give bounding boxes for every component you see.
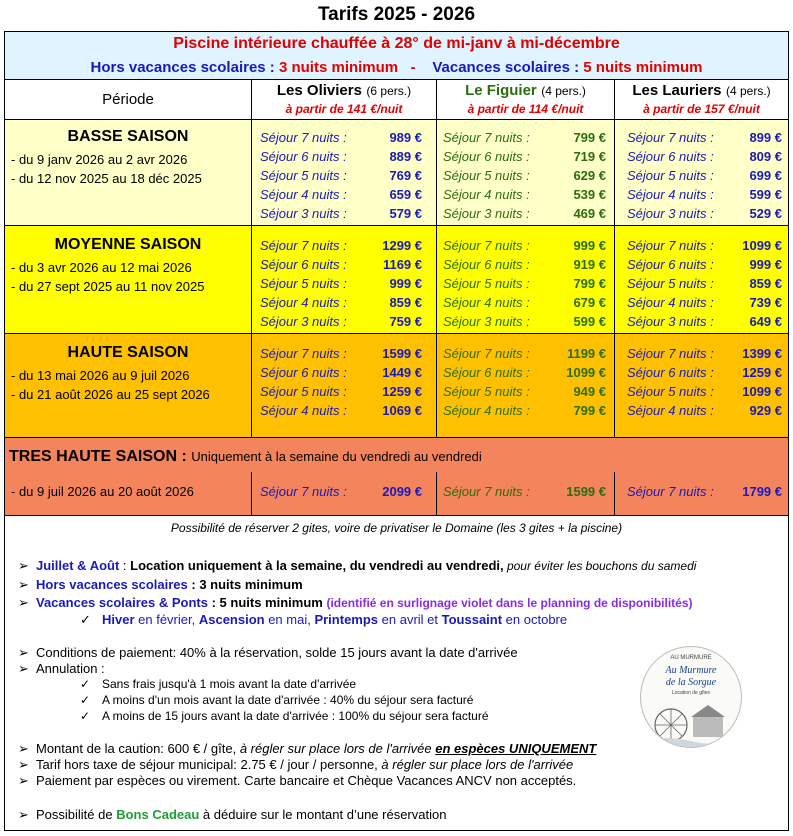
price-label: Séjour 5 nuits : [260, 384, 347, 399]
price-label: Séjour 7 nuits : [260, 130, 347, 145]
juillet-sep: : [119, 558, 131, 573]
haute-lauriers [615, 334, 788, 437]
price-value: 1099 € [742, 238, 782, 253]
logo-sub: Location de gîtes [671, 690, 711, 696]
price-value: 679 € [573, 295, 606, 310]
annulation-text: Annulation : [36, 661, 105, 676]
basse-oliviers [252, 120, 437, 225]
banner [5, 32, 788, 80]
price-value: 1599 € [566, 484, 606, 499]
price-label: Séjour 7 nuits : [443, 130, 530, 145]
gite-pers-figuier: (4 pers.) [541, 84, 586, 98]
price-label: Séjour 5 nuits : [627, 276, 714, 291]
price-value: 999 € [389, 276, 422, 291]
price-label: Séjour 7 nuits : [260, 484, 347, 499]
price-value: 769 € [389, 168, 422, 183]
bons-post: à déduire sur le montant d’une réservation [199, 807, 447, 822]
arrow-icon: ➢ [18, 773, 29, 788]
price-value: 1259 € [382, 384, 422, 399]
season-tres-haute-title: TRES HAUTE SAISON [9, 448, 178, 465]
arrow-icon: ➢ [18, 807, 29, 822]
season-basse-title: BASSE SAISON [67, 128, 189, 145]
price-value: 759 € [389, 314, 422, 329]
basse-figuier [437, 120, 615, 225]
price-label: Séjour 4 nuits : [627, 187, 714, 202]
period-printemps: Printemps [314, 612, 379, 627]
price-label: Séjour 4 nuits : [443, 187, 530, 202]
rules-vac-value: 5 nuits minimum [583, 59, 703, 76]
price-label: Séjour 5 nuits : [260, 276, 347, 291]
price-label: Séjour 4 nuits : [260, 187, 347, 202]
price-label: Séjour 4 nuits : [260, 403, 347, 418]
bullet-caution [18, 741, 596, 757]
price-label: Séjour 7 nuits : [443, 238, 530, 253]
vac-label: Vacances scolaires & Ponts [36, 595, 208, 610]
price-value: 809 € [749, 149, 782, 164]
price-label: Séjour 3 nuits : [443, 314, 530, 329]
price-label: Séjour 5 nuits : [260, 168, 347, 183]
price-value: 1069 € [382, 403, 422, 418]
watermill-icon [641, 697, 741, 747]
price-label: Séjour 6 nuits : [627, 257, 714, 272]
arrow-icon: ➢ [18, 595, 29, 610]
price-label: Séjour 6 nuits : [443, 149, 530, 164]
tres-haute-lauriers [615, 472, 788, 516]
price-label: Séjour 3 nuits : [443, 206, 530, 221]
price-value: 1299 € [382, 238, 422, 253]
price-value: 919 € [573, 257, 606, 272]
price-label: Séjour 6 nuits : [443, 257, 530, 272]
header-oliviers [252, 80, 437, 120]
season-moyenne-info [5, 226, 252, 333]
arrow-icon: ➢ [18, 741, 29, 756]
header-figuier [437, 80, 615, 120]
header-lauriers [615, 80, 788, 120]
juillet-label: Juillet & Août [36, 558, 120, 573]
bullet-periods [80, 612, 567, 628]
vac-text: : 5 nuits minimum [207, 595, 327, 610]
price-value: 1599 € [382, 346, 422, 361]
haute-figuier [437, 334, 615, 437]
header-periode-label: Période [102, 91, 154, 108]
price-label: Séjour 5 nuits : [627, 168, 714, 183]
price-value: 629 € [573, 168, 606, 183]
caution-text: Montant de la caution: 600 € / gîte, [36, 741, 240, 756]
price-value: 739 € [749, 295, 782, 310]
price-value: 579 € [389, 206, 422, 221]
price-label: Séjour 7 nuits : [260, 346, 347, 361]
price-value: 1099 € [566, 365, 606, 380]
price-label: Séjour 6 nuits : [627, 149, 714, 164]
period-hiver-text: en février, [134, 612, 199, 627]
bullet-bons [18, 807, 446, 823]
rules-sep: - [410, 59, 416, 76]
price-label: Séjour 7 nuits : [627, 484, 714, 499]
price-value: 1169 € [382, 257, 422, 272]
season-basse-date1: - du 9 janv 2026 au 2 avr 2026 [11, 152, 188, 167]
hors-label: Hors vacances scolaires [36, 577, 188, 592]
price-value: 659 € [389, 187, 422, 202]
price-label: Séjour 5 nuits : [443, 276, 530, 291]
caution-italic: à régler sur place lors de l'arrivée [239, 741, 436, 756]
check-icon: ✓ [80, 612, 91, 627]
gite-from-figuier: à partir de 114 €/nuit [467, 102, 584, 116]
bullet-annul-2 [80, 693, 473, 707]
bullet-annulation [18, 661, 105, 677]
hors-text: : 3 nuits minimum [187, 577, 303, 592]
paiement-text: Paiement par espèces ou virement. Carte bancaire et Chèque Vacances ANCV non acceptés. [36, 773, 577, 788]
possibilite-note: Possibilité de réserver 2 gites, voire de privatiser le Domaine (les 3 gites + la piscine) [170, 521, 623, 535]
season-tres-haute-note: Uniquement à la semaine du vendredi au vendredi [191, 449, 482, 464]
gite-name-lauriers: Les Lauriers [632, 82, 722, 99]
period-hiver: Hiver [102, 612, 135, 627]
price-value: 649 € [749, 314, 782, 329]
price-value: 989 € [389, 130, 422, 145]
bullet-hors [18, 577, 303, 593]
juillet-text: Location uniquement à la semaine, du vendredi au vendredi, [130, 558, 504, 573]
season-tres-haute-info [5, 472, 252, 516]
logo [640, 646, 742, 748]
annul-3-text: A moins de 15 jours avant la date d'arrivée : 100% du séjour sera facturé [102, 709, 489, 723]
price-label: Séjour 7 nuits : [627, 238, 714, 253]
season-tres-haute-header [9, 448, 482, 466]
gite-from-oliviers: à partir de 141 €/nuit [285, 102, 403, 116]
price-label: Séjour 4 nuits : [443, 295, 530, 310]
basse-lauriers [615, 120, 788, 225]
gite-pers-oliviers: (6 pers.) [366, 84, 412, 98]
tres-haute-oliviers [252, 472, 437, 516]
gite-pers-lauriers: (4 pers.) [725, 84, 771, 98]
period-ascension: Ascension [198, 612, 265, 627]
price-label: Séjour 7 nuits : [260, 238, 347, 253]
period-toussaint: Toussaint [441, 612, 503, 627]
price-label: Séjour 3 nuits : [627, 206, 714, 221]
gite-from-lauriers: à partir de 157 €/nuit [643, 102, 760, 116]
price-label: Séjour 6 nuits : [627, 365, 714, 380]
page-title: Tarifs 2025 - 2026 [317, 4, 476, 25]
header-periode [5, 80, 252, 120]
price-value: 1799 € [742, 484, 782, 499]
price-label: Séjour 7 nuits : [443, 346, 530, 361]
price-label: Séjour 4 nuits : [627, 403, 714, 418]
price-label: Séjour 7 nuits : [627, 346, 714, 361]
price-value: 719 € [573, 149, 606, 164]
price-value: 2099 € [382, 484, 422, 499]
season-haute-date2: - du 21 août 2026 au 25 sept 2026 [11, 387, 210, 402]
price-value: 799 € [573, 403, 606, 418]
bullet-paiement [18, 773, 576, 789]
bullet-conditions [18, 645, 518, 661]
caution-emphasis: en espèces UNIQUEMENT [435, 741, 597, 756]
price-label: Séjour 7 nuits : [627, 130, 714, 145]
bullet-annul-3 [80, 709, 489, 723]
season-moyenne-date2: - du 27 sept 2025 au 11 nov 2025 [11, 279, 205, 294]
price-label: Séjour 5 nuits : [443, 384, 530, 399]
season-haute-date1: - du 13 mai 2026 au 9 juil 2026 [11, 368, 190, 383]
bullet-taxe [18, 757, 573, 773]
price-value: 469 € [573, 206, 606, 221]
season-tres-haute-colon: : [177, 448, 187, 465]
price-value: 1199 € [566, 346, 606, 361]
season-haute-title: HAUTE SAISON [67, 344, 189, 361]
price-value: 1259 € [742, 365, 782, 380]
price-value: 949 € [573, 384, 606, 399]
price-value: 1399 € [742, 346, 782, 361]
price-value: 1099 € [742, 384, 782, 399]
taxe-italic: à régler sur place lors de l'arrivée [381, 757, 574, 772]
period-printemps-text: en avril et [378, 612, 442, 627]
price-value: 799 € [573, 130, 606, 145]
price-value: 599 € [573, 314, 606, 329]
price-label: Séjour 4 nuits : [443, 403, 530, 418]
check-icon: ✓ [80, 709, 91, 723]
gite-name-figuier: Le Figuier [465, 82, 537, 99]
check-icon: ✓ [80, 677, 91, 691]
price-label: Séjour 3 nuits : [627, 314, 714, 329]
bons-cadeau: Bons Cadeau [116, 807, 200, 822]
moyenne-figuier [437, 226, 615, 333]
price-value: 899 € [749, 130, 782, 145]
price-value: 999 € [749, 257, 782, 272]
moyenne-oliviers [252, 226, 437, 333]
banner-title: Piscine intérieure chauffée à 28° de mi-janv à mi-décembre [173, 35, 620, 52]
logo-top: AU MURMURE [670, 655, 712, 661]
price-value: 929 € [749, 403, 782, 418]
price-value: 859 € [389, 295, 422, 310]
vac-note: (identifié en surlignage violet dans le planning de disponibilités) [326, 596, 693, 610]
arrow-icon: ➢ [18, 661, 29, 676]
season-haute-info [5, 334, 252, 437]
price-label: Séjour 4 nuits : [260, 295, 347, 310]
period-ascension-text: en mai, [264, 612, 315, 627]
season-basse-date2: - du 12 nov 2025 au 18 déc 2025 [11, 171, 202, 186]
arrow-icon: ➢ [18, 757, 29, 772]
season-tres-haute-date1: - du 9 juil 2026 au 20 août 2026 [11, 484, 194, 499]
price-label: Séjour 6 nuits : [443, 365, 530, 380]
price-value: 999 € [573, 238, 606, 253]
tres-haute-figuier [437, 472, 615, 516]
season-moyenne-title: MOYENNE SAISON [54, 236, 202, 253]
price-label: Séjour 5 nuits : [627, 384, 714, 399]
annul-1-text: Sans frais jusqu'à 1 mois avant la date d'arrivée [102, 677, 357, 691]
conditions-text: Conditions de paiement: 40% à la réservation, solde 15 jours avant la date d'arrivée [36, 645, 518, 660]
moyenne-lauriers [615, 226, 788, 333]
price-label: Séjour 7 nuits : [443, 484, 530, 499]
taxe-text: Tarif hors taxe de séjour municipal: 2.75 € / jour / personne, [36, 757, 382, 772]
arrow-icon: ➢ [18, 558, 29, 573]
juillet-note: pour éviter les bouchons du samedi [503, 559, 697, 573]
rules-hors-value: 3 nuits minimum [278, 59, 399, 76]
price-value: 1449 € [382, 365, 422, 380]
price-label: Séjour 3 nuits : [260, 206, 347, 221]
price-value: 799 € [573, 276, 606, 291]
check-icon: ✓ [80, 693, 91, 707]
logo-name-1: Au Murmure [665, 665, 717, 676]
season-moyenne-date1: - du 3 avr 2026 au 12 mai 2026 [11, 260, 192, 275]
rules-vac-label: Vacances scolaires : [432, 59, 584, 76]
price-label: Séjour 5 nuits : [443, 168, 530, 183]
bullet-vacances [18, 595, 693, 611]
price-value: 539 € [573, 187, 606, 202]
gite-name-oliviers: Les Oliviers [276, 82, 362, 99]
bullet-juillet [18, 558, 696, 574]
period-toussaint-text: en octobre [502, 612, 568, 627]
price-label: Séjour 3 nuits : [260, 314, 347, 329]
rules-hors-label: Hors vacances scolaires : [90, 59, 279, 76]
price-label: Séjour 4 nuits : [627, 295, 714, 310]
price-label: Séjour 6 nuits : [260, 257, 347, 272]
arrow-icon: ➢ [18, 645, 29, 660]
haute-oliviers [252, 334, 437, 437]
rules-line [5, 59, 788, 76]
annul-2-text: A moins d'un mois avant la date d'arrivée : 40% du séjour sera facturé [102, 693, 474, 707]
arrow-icon: ➢ [18, 577, 29, 592]
logo-name-2: de la Sorgue [665, 677, 717, 688]
tariff-table [4, 31, 789, 516]
season-basse-info [5, 120, 252, 225]
price-value: 889 € [389, 149, 422, 164]
price-label: Séjour 6 nuits : [260, 149, 347, 164]
price-label: Séjour 6 nuits : [260, 365, 347, 380]
bons-pre: Possibilité de [36, 807, 117, 822]
price-value: 699 € [749, 168, 782, 183]
price-value: 599 € [749, 187, 782, 202]
price-value: 529 € [749, 206, 782, 221]
bullet-annul-1 [80, 677, 356, 691]
price-value: 859 € [749, 276, 782, 291]
